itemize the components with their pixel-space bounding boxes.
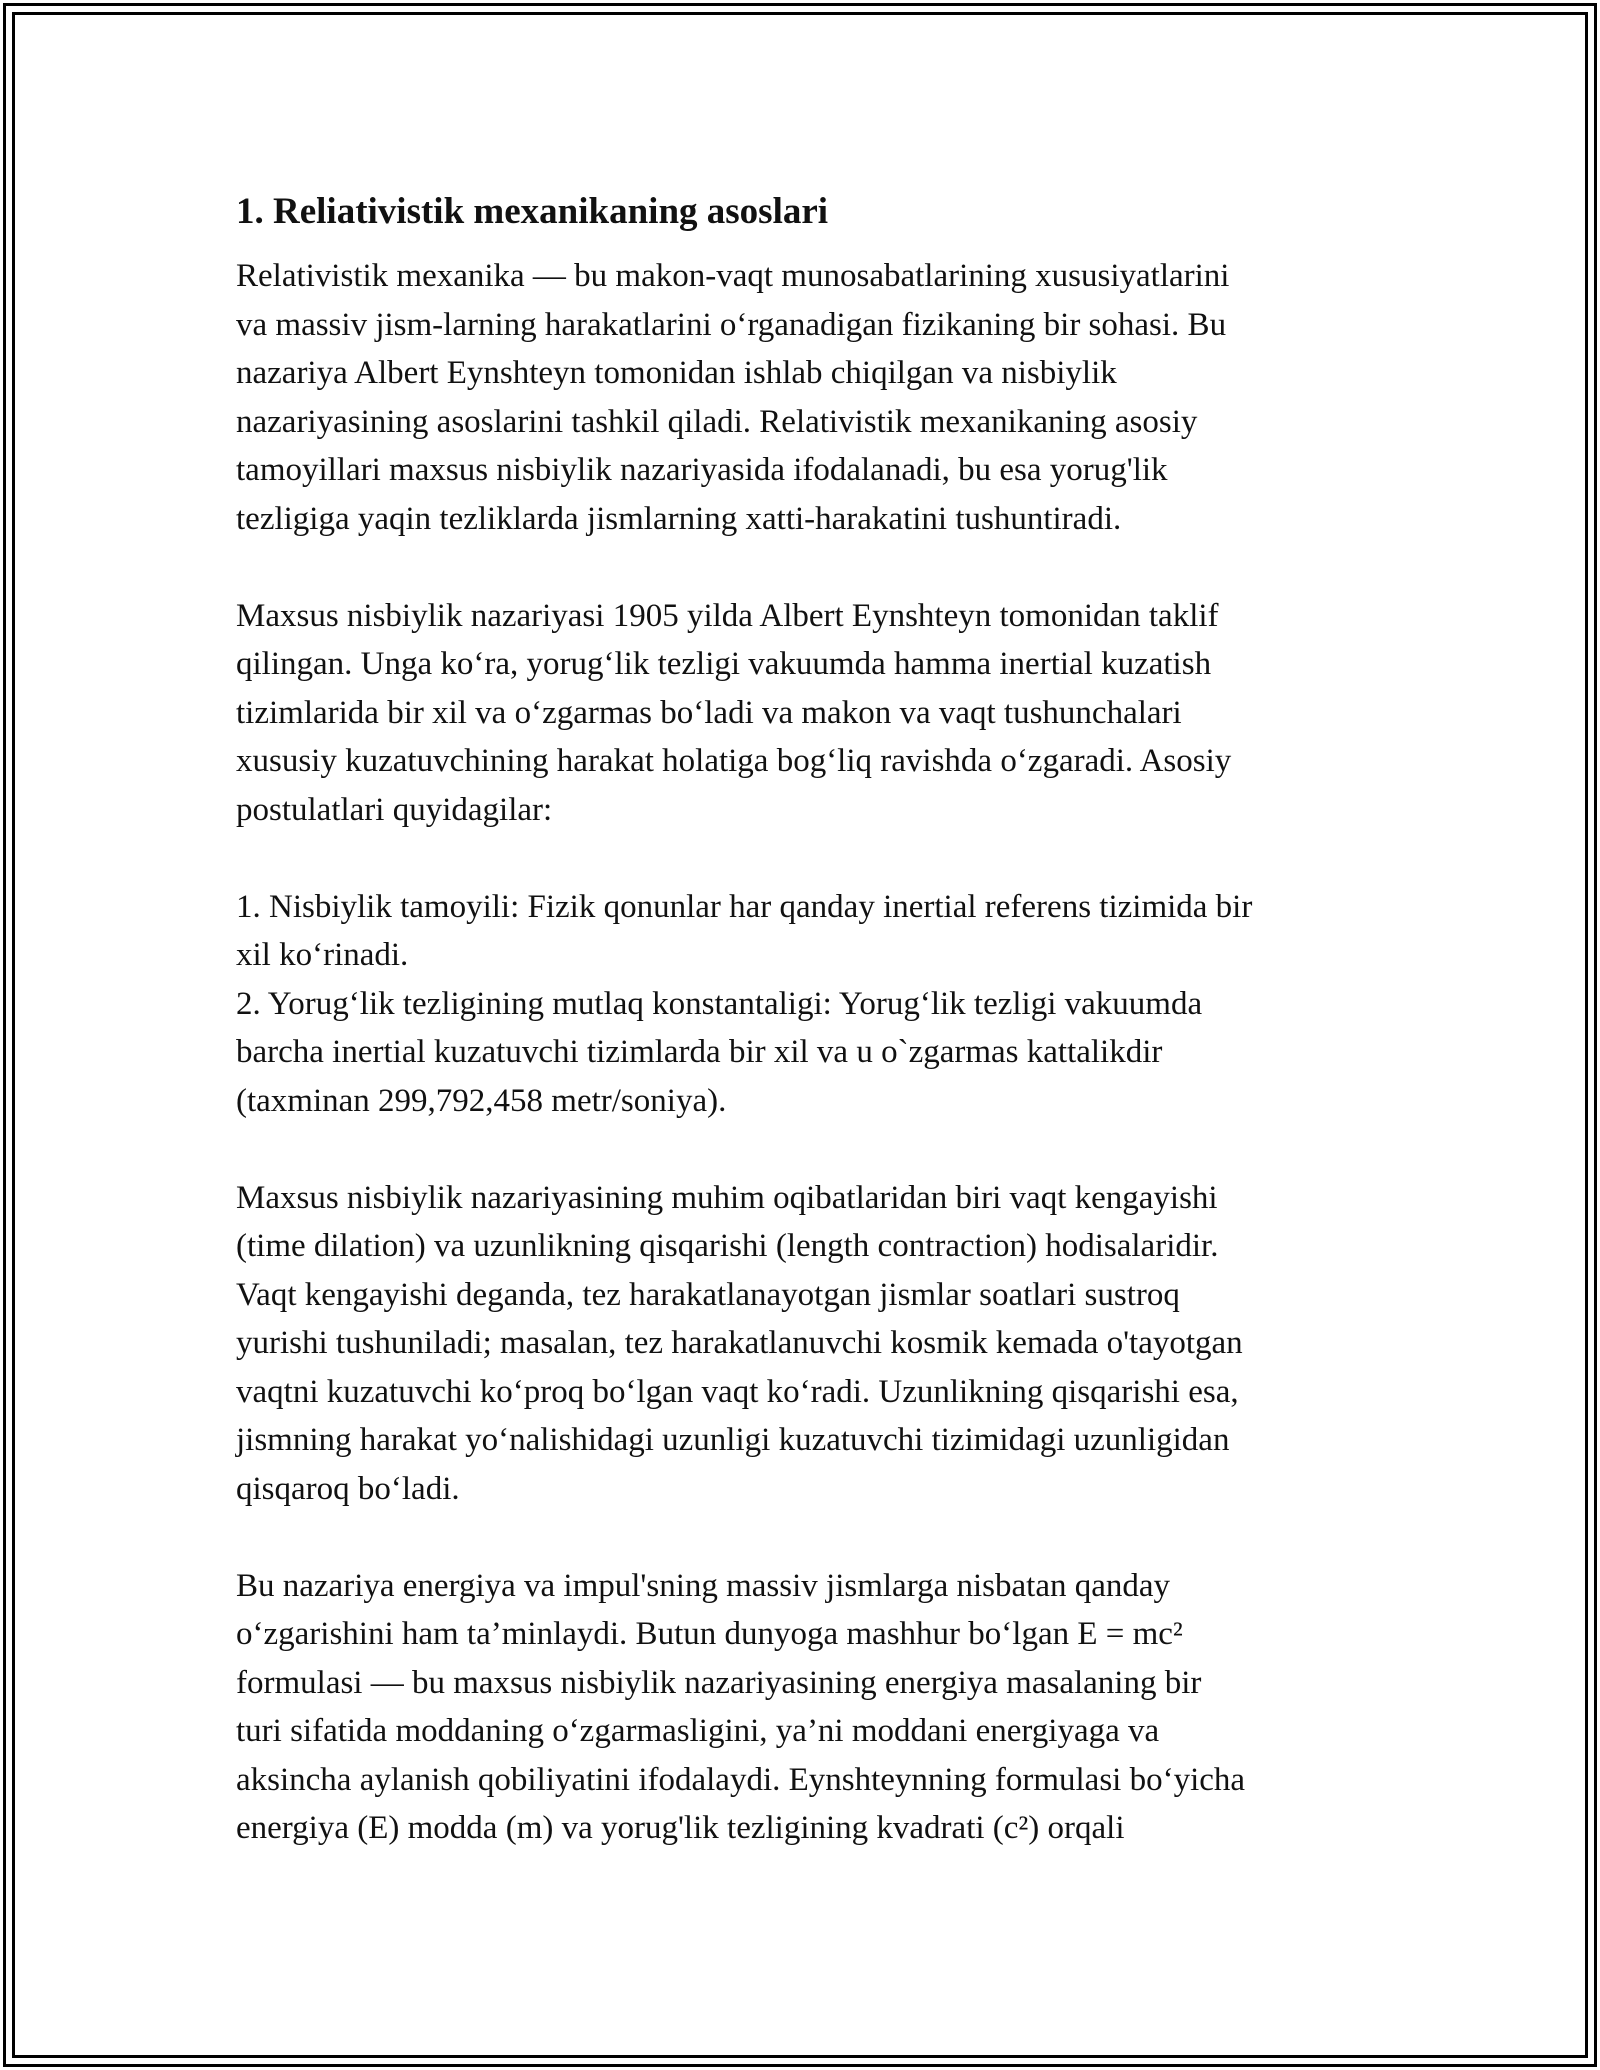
text-line: barcha inertial kuzatuvchi tizimlarda bir xil va u o`zgarmas kattalikdir — [236, 1034, 1163, 1070]
text-line: 1. Nisbiylik tamoyili: Fizik qonunlar har qanday inertial referens tizimida bir — [236, 888, 1253, 925]
text-line: Maxsus nisbiylik nazariyasi 1905 yilda Albert Eynshteyn tomonidan taklif — [236, 597, 1219, 634]
text-line: postulatlari quyidagilar: — [236, 791, 553, 828]
text-line: Relativistik mexanika — bu makon-vaqt munosabatlarining xususiyatlarini — [236, 258, 1230, 294]
text-line: va massiv jism-larning harakatlarini oʻrganadigan fizikaning bir sohasi. Bu — [236, 306, 1227, 343]
text-line: Maxsus nisbiylik nazariyasining muhim oqibatlaridan biri vaqt kengayishi — [236, 1179, 1218, 1216]
text-line: turi sifatida moddaning oʻzgarmasligini, ya’ni moddani energiyaga va — [236, 1713, 1160, 1749]
paragraph-energy — [236, 1562, 1366, 1853]
text-line: jismning harakat yoʻnalishidagi uzunligi kuzatuvchi tizimidagi uzunligidan — [236, 1422, 1230, 1458]
text-line: tizimlarida bir xil va oʻzgarmas boʻladi va makon va vaqt tushunchalari — [236, 694, 1182, 731]
text-line: nazariyasining asoslarini tashkil qiladi. Relativistik mexanikaning asosiy — [236, 403, 1198, 440]
text-line: (time dilation) va uzunlikning qisqarishi (length contraction) hodisalaridir. — [236, 1228, 1219, 1264]
paragraph-postulates — [236, 883, 1366, 1126]
text-line: nazariya Albert Eynshteyn tomonidan ishlab chiqilgan va nisbiylik — [236, 355, 1117, 391]
text-line: xususiy kuzatuvchining harakat holatiga bogʻliq ravishda oʻzgaradi. Asosiy — [236, 743, 1232, 779]
paragraph-time-dilation — [236, 1174, 1366, 1514]
text-line: qisqaroq boʻladi. — [236, 1470, 460, 1507]
paragraph-intro — [236, 252, 1366, 543]
text-line: 2. Yorugʻlik tezligining mutlaq konstantaligi: Yorugʻlik tezligi vakuumda — [236, 985, 1203, 1022]
text-line: xil koʻrinadi. — [236, 937, 409, 973]
text-line: formulasi — bu maxsus nisbiylik nazariyasining energiya masalaning bir — [236, 1664, 1202, 1701]
text-line: yurishi tushuniladi; masalan, tez harakatlanuvchi kosmik kemada o'tayotgan — [236, 1325, 1243, 1361]
text-line: tezligiga yaqin tezliklarda jismlarning xatti-harakatini tushuntiradi. — [236, 500, 1122, 537]
section-heading: 1. Reliativistik mexanikaning asoslari — [236, 191, 829, 232]
text-line: tamoyillari maxsus nisbiylik nazariyasida ifodalanadi, bu esa yorug'lik — [236, 452, 1168, 488]
text-line: Bu nazariya energiya va impul'sning massiv jismlarga nisbatan qanday — [236, 1567, 1171, 1604]
document-body — [236, 188, 1366, 1901]
text-line: qilingan. Unga koʻra, yorugʻlik tezligi vakuumda hamma inertial kuzatish — [236, 646, 1212, 682]
paragraph-special-relativity — [236, 592, 1366, 835]
text-line: Vaqt kengayishi deganda, tez harakatlanayotgan jismlar soatlari sustroq — [236, 1276, 1180, 1313]
text-line: energiya (E) modda (m) va yorug'lik tezligining kvadrati (c²) orqali — [236, 1810, 1125, 1846]
text-line: vaqtni kuzatuvchi koʻproq boʻlgan vaqt koʻradi. Uzunlikning qisqarishi esa, — [236, 1373, 1239, 1410]
text-line: (taxminan 299,792,458 metr/soniya). — [236, 1082, 727, 1119]
text-line: aksincha aylanish qobiliyatini ifodalaydi. Eynshteynning formulasi boʻyicha — [236, 1761, 1246, 1798]
text-line: oʻzgarishini ham ta’minlaydi. Butun dunyoga mashhur boʻlgan E = mc² — [236, 1616, 1183, 1652]
